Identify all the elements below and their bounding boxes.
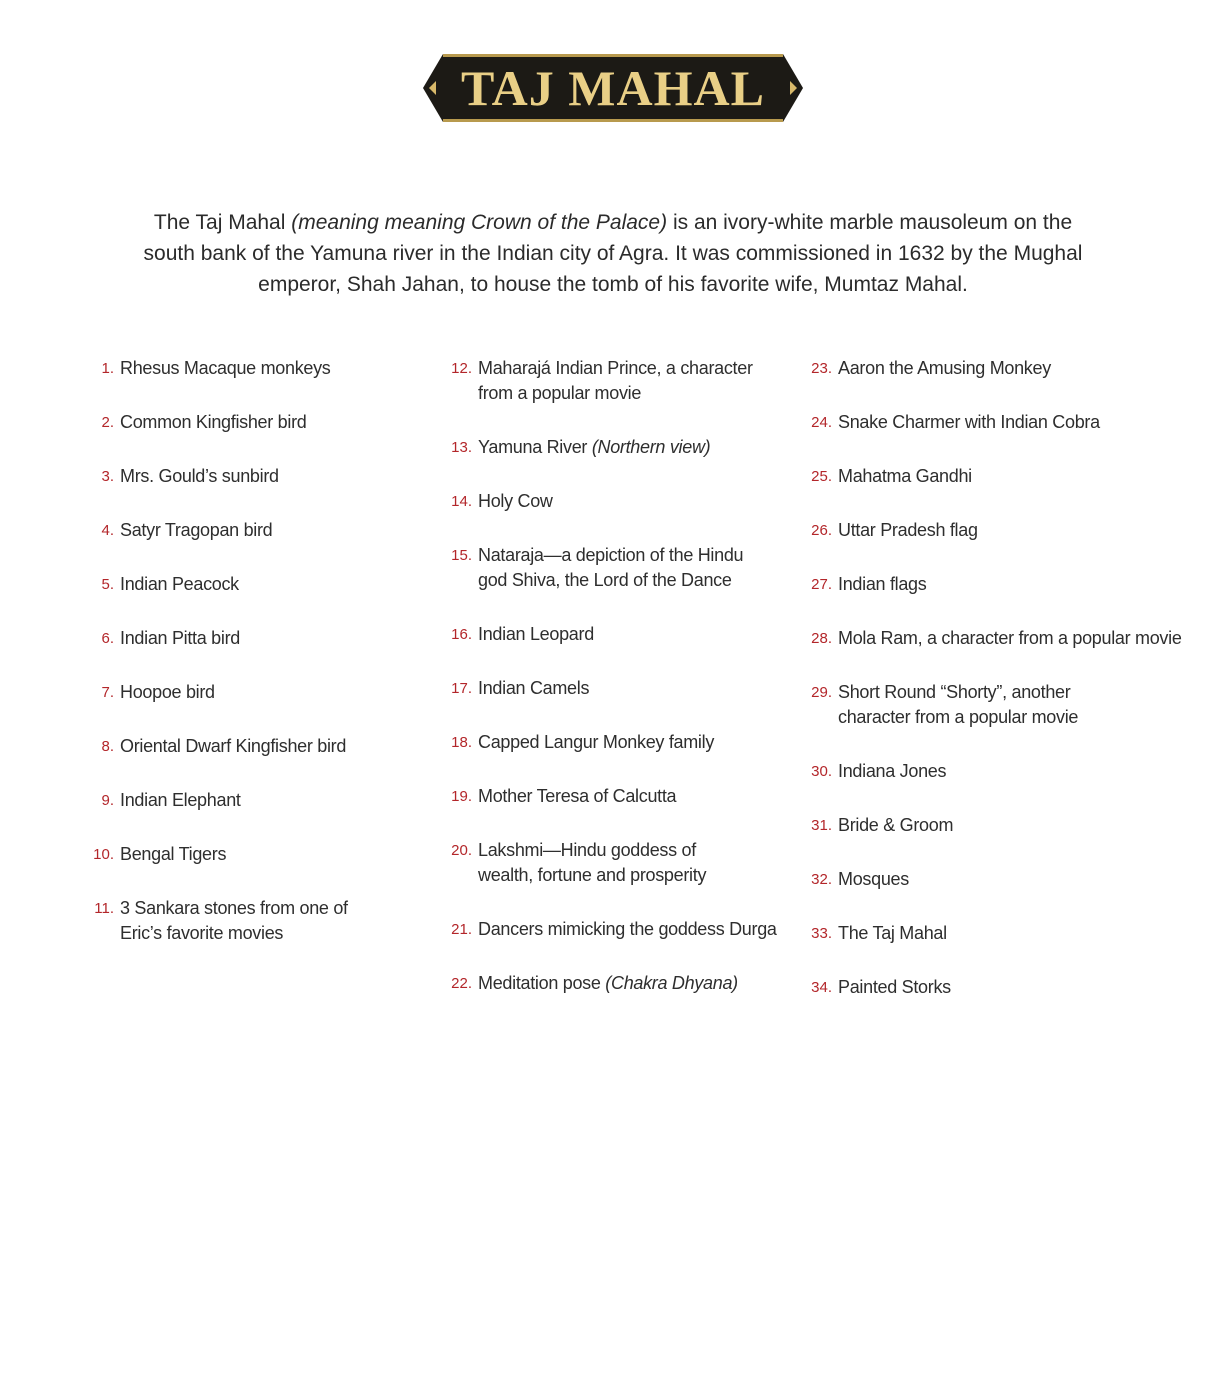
item-text [832,410,1100,435]
list-item [82,626,422,651]
item-label: Lakshmi—Hindu goddess of [478,840,696,860]
item-text [114,842,226,867]
list-item [800,813,1200,838]
list-item [800,572,1200,597]
item-label: Yamuna River [478,437,592,457]
list-item [82,788,422,813]
item-number: 7. [101,684,114,701]
legend-column-2 [440,356,790,1025]
item-label: Indian Peacock [120,574,239,594]
item-number: 18. [451,734,472,751]
banner-left-cap [423,54,443,122]
item-label-line2: from a popular movie [478,383,642,403]
item-text [832,356,1051,381]
item-label-line2: Eric’s favorite movies [120,923,284,943]
list-item [440,730,790,755]
title-plaque [423,52,803,124]
item-text [472,971,738,996]
item-number: 27. [811,576,832,593]
legend-column-3 [800,356,1200,1029]
list-item [800,464,1200,489]
list-item [82,410,422,435]
item-label: Indian Pitta bird [120,628,240,648]
item-number: 24. [811,414,832,431]
item-number: 12. [451,360,472,377]
intro-text-start: The Taj Mahal [153,211,292,234]
item-label: 3 Sankara stones from one of [120,898,348,918]
list-item [440,543,790,593]
list-item [800,759,1200,784]
item-label: Dancers mimicking the goddess Durga [478,919,777,939]
list-item [800,867,1200,892]
item-text [114,410,306,435]
list-item [800,410,1200,435]
item-number: 19. [451,788,472,805]
title-banner [0,52,1226,124]
legend-column-1 [82,356,422,975]
item-label-line2: wealth, fortune and prosperity [478,865,707,885]
intro-paragraph [140,207,1086,300]
item-number: 6. [101,630,114,647]
item-number: 26. [811,522,832,539]
item-label: Hoopoe bird [120,682,215,702]
item-text [114,734,346,759]
item-label-line2: character from a popular movie [838,707,1079,727]
item-label: Capped Langur Monkey family [478,732,715,752]
item-number: 20. [451,842,472,859]
list-item [82,572,422,597]
item-text [832,464,972,489]
item-text [472,435,710,460]
item-label-line2: god Shiva, the Lord of the Dance [478,570,732,590]
banner-body [443,54,783,122]
item-number: 30. [811,763,832,780]
item-text [832,626,1182,651]
list-item [82,356,422,381]
list-item [800,518,1200,543]
item-text [832,813,953,838]
item-text [114,572,239,597]
item-label: Indian Camels [478,678,590,698]
banner-right-cap [783,54,803,122]
list-item [440,917,790,942]
item-text [114,896,348,946]
item-label-italic: (Northern view) [591,437,711,457]
item-text [472,489,553,514]
item-label: Indian flags [838,574,927,594]
item-label: Mosques [838,869,909,889]
list-item [82,464,422,489]
intro-text-rest: is an ivory-white marble mausoleum on the south bank of the Yamuna river in the Indian city of Agra. It was commissioned in 1632 by the Mughal emperor, Shah Jahan, to house the tomb of his favorite wife, Mumtaz Mahal. [143,211,1083,296]
item-label: Meditation pose [478,973,606,993]
item-number: 1. [101,360,114,377]
item-number: 34. [811,979,832,996]
list-item [82,842,422,867]
intro-text-italic: (meaning meaning Crown of the Palace) [291,211,668,234]
item-text [472,838,706,888]
item-text [114,464,279,489]
item-text [832,759,946,784]
list-item [800,356,1200,381]
item-text [832,975,951,1000]
item-label: Nataraja—a depiction of the Hindu [478,545,744,565]
item-label: Painted Storks [838,977,951,997]
item-number: 28. [811,630,832,647]
list-item [440,435,790,460]
item-label: Common Kingfisher bird [120,412,307,432]
item-label: Indian Elephant [120,790,241,810]
list-item [800,921,1200,946]
legend-list [0,356,1226,1056]
list-item [800,975,1200,1000]
list-item [440,622,790,647]
list-item [800,626,1200,651]
list-item [800,680,1200,730]
item-text [472,622,594,647]
page-title: TAJ MAHAL [461,60,765,116]
banner-ornament-icon [790,81,797,95]
item-number: 33. [811,925,832,942]
list-item [440,838,790,888]
item-number: 16. [451,626,472,643]
item-text [832,572,926,597]
item-label: The Taj Mahal [838,923,947,943]
item-text [472,676,589,701]
list-item [440,784,790,809]
item-label: Maharajá Indian Prince, a character [478,358,753,378]
item-text [114,626,240,651]
item-label: Aaron the Amusing Monkey [838,358,1051,378]
item-label: Holy Cow [478,491,553,511]
item-label: Oriental Dwarf Kingfisher bird [120,736,347,756]
item-label: Indiana Jones [838,761,947,781]
item-number: 9. [101,792,114,809]
list-item [82,518,422,543]
item-label: Bride & Groom [838,815,954,835]
item-text [832,518,978,543]
item-text [472,917,777,942]
item-number: 5. [101,576,114,593]
item-number: 4. [101,522,114,539]
item-text [472,543,743,593]
item-number: 11. [94,900,114,917]
item-number: 32. [811,871,832,888]
item-text [472,730,714,755]
item-text [472,356,753,406]
item-text [114,680,215,705]
item-label: Snake Charmer with Indian Cobra [838,412,1100,432]
list-item [440,676,790,701]
item-number: 3. [101,468,114,485]
item-label: Uttar Pradesh flag [838,520,978,540]
item-text [114,788,241,813]
item-label: Mahatma Gandhi [838,466,972,486]
item-number: 8. [101,738,114,755]
item-text [832,680,1078,730]
item-number: 21. [451,921,472,938]
item-label: Mother Teresa of Calcutta [478,786,677,806]
item-label-italic: (Chakra Dhyana) [605,973,738,993]
item-text [114,356,331,381]
item-number: 15. [451,547,472,564]
item-text [114,518,272,543]
list-item [440,489,790,514]
item-number: 10. [93,846,114,863]
item-label: Mrs. Gould’s sunbird [120,466,279,486]
item-label: Bengal Tigers [120,844,227,864]
item-number: 2. [101,414,114,431]
item-number: 31. [811,817,832,834]
item-number: 23. [811,360,832,377]
item-label: Short Round “Shorty”, another [838,682,1071,702]
item-label: Indian Leopard [478,624,594,644]
item-number: 14. [451,493,472,510]
item-label: Mola Ram, a character from a popular movie [838,628,1182,648]
list-item [440,356,790,406]
item-label: Rhesus Macaque monkeys [120,358,331,378]
list-item [82,680,422,705]
item-number: 29. [811,684,832,701]
banner-ornament-icon [429,81,436,95]
item-number: 17. [451,680,472,697]
item-text [472,784,676,809]
item-number: 13. [451,439,472,456]
item-label: Satyr Tragopan bird [120,520,273,540]
item-number: 22. [451,975,472,992]
item-text [832,921,947,946]
list-item [440,971,790,996]
list-item [82,896,422,946]
list-item [82,734,422,759]
item-text [832,867,909,892]
item-number: 25. [811,468,832,485]
